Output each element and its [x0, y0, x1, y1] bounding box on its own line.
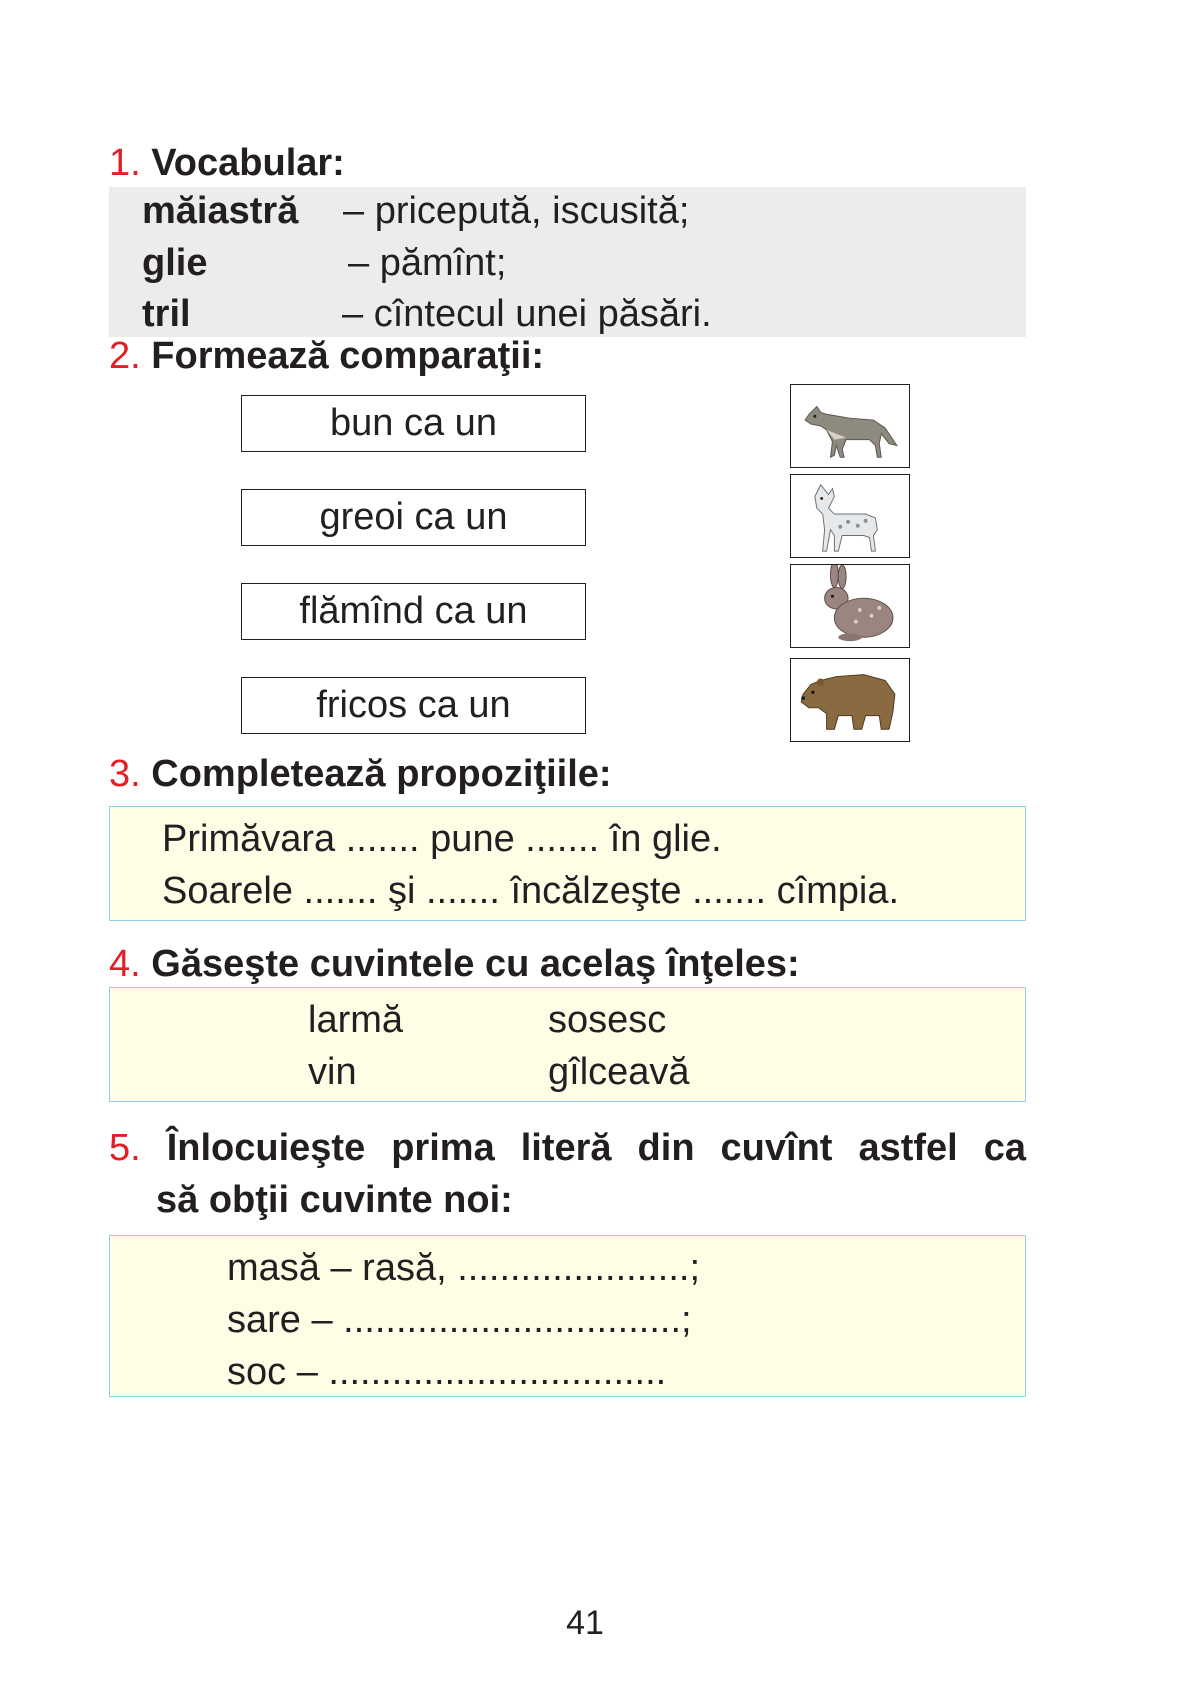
vocab-definition: – pricepută, iscusită;	[343, 190, 690, 232]
rabbit-picture	[790, 564, 910, 648]
ex5-heading	[109, 1126, 1026, 1170]
ex5-heading-line2: să obţii cuvinte noi:	[156, 1179, 513, 1221]
word-line: sare – ................................;	[227, 1299, 692, 1341]
bear-icon	[791, 659, 909, 741]
sentence-line: Soarele ....... şi ....... încălzeşte ....... cîmpia.	[162, 870, 900, 912]
ex2-title: Formează comparaţii:	[151, 335, 545, 377]
wolf-picture	[790, 384, 910, 468]
synonym-word: larmă	[308, 999, 404, 1041]
vocab-definition: – cîntecul unei păsări.	[342, 293, 712, 335]
phrase-box: bun ca un	[241, 395, 586, 452]
ex3-title: Completează propoziţiile:	[151, 753, 612, 795]
vocab-term: măiastră	[142, 190, 299, 232]
ex5-title-line1: Înlocuieşte prima literă din cuvînt astfel ca	[166, 1127, 1026, 1169]
synonym-word: gîlceavă	[548, 1051, 690, 1093]
ex3-box	[109, 806, 1026, 921]
sentence-line: Primăvara ....... pune ....... în glie.	[162, 818, 722, 860]
vocab-term: tril	[142, 293, 191, 335]
ex1-number: 1.	[109, 142, 141, 184]
ex4-title: Găseşte cuvintele cu acelaş înţeles:	[151, 943, 800, 985]
ex2-number: 2.	[109, 335, 141, 377]
synonym-word: sosesc	[548, 999, 667, 1041]
wolf-icon	[791, 385, 909, 467]
vocab-definition: – pămînt;	[348, 242, 507, 284]
word-line: masă – rasă, ......................;	[227, 1247, 701, 1289]
page-number: 41	[566, 1604, 604, 1642]
ex3-heading	[109, 752, 612, 796]
rabbit-icon	[791, 565, 909, 647]
phrase-box: flămînd ca un	[241, 583, 586, 640]
ex3-number: 3.	[109, 753, 141, 795]
goat-kid-icon	[791, 475, 909, 557]
ex4-box	[109, 987, 1026, 1102]
synonym-word: vin	[308, 1051, 357, 1093]
phrase-box: greoi ca un	[241, 489, 586, 546]
ex4-number: 4.	[109, 943, 141, 985]
ex4-heading	[109, 942, 800, 986]
ex5-box	[109, 1235, 1026, 1397]
vocab-term: glie	[142, 242, 208, 284]
goat-kid-picture	[790, 474, 910, 558]
phrase-box: fricos ca un	[241, 677, 586, 734]
ex5-number: 5.	[109, 1127, 141, 1169]
ex1-heading	[109, 141, 345, 185]
word-line: soc – ................................	[227, 1351, 667, 1393]
ex2-heading	[109, 334, 544, 378]
bear-picture	[790, 658, 910, 742]
ex1-title: Vocabular:	[151, 142, 345, 184]
